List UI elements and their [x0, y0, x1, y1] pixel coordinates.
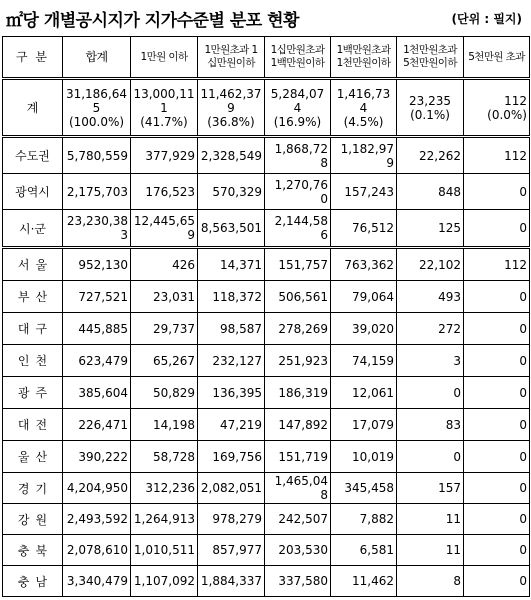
cell-value: 5,284,074: [270, 86, 325, 115]
table-cell: 1,868,728: [265, 137, 331, 174]
city-row: [3, 504, 530, 535]
city-row: [3, 345, 530, 377]
table-cell: 278,269: [265, 313, 331, 345]
table-cell: 11: [397, 504, 464, 535]
table-cell: 3,340,479: [63, 566, 131, 597]
region-row: [3, 210, 530, 248]
table-cell: 727,521: [63, 281, 131, 313]
table-cell: 0: [464, 210, 530, 248]
table-cell: 8: [397, 566, 464, 597]
total-cell: [131, 79, 198, 137]
table-cell: 186,319: [265, 377, 331, 409]
cell-value: 31,186,645: [65, 86, 128, 115]
table-cell: 763,362: [331, 248, 397, 281]
cell-value: 1,416,734: [336, 86, 391, 115]
table-cell: 0: [464, 409, 530, 441]
row-label: 경기: [3, 473, 63, 504]
table-cell: 2,144,586: [265, 210, 331, 248]
table-cell: 0: [464, 566, 530, 597]
cell-percent: (0.1%): [410, 107, 450, 122]
table-cell: 76,512: [331, 210, 397, 248]
city-row: [3, 313, 530, 345]
row-label: 충남: [3, 566, 63, 597]
table-cell: 445,885: [63, 313, 131, 345]
table-cell: 506,561: [265, 281, 331, 313]
table-cell: 377,929: [131, 137, 198, 174]
table-cell: 5,780,559: [63, 137, 131, 174]
table-cell: 0: [464, 473, 530, 504]
region-row: [3, 174, 530, 210]
region-row: [3, 137, 530, 174]
table-cell: 2,328,549: [198, 137, 265, 174]
table-cell: 6,581: [331, 535, 397, 566]
table-cell: 11: [397, 535, 464, 566]
table-cell: 272: [397, 313, 464, 345]
cell-value: 112: [504, 93, 527, 108]
row-label: 광주: [3, 377, 63, 409]
total-cell: [198, 79, 265, 137]
table-cell: 17,079: [331, 409, 397, 441]
table-cell: 1,884,337: [198, 566, 265, 597]
table-cell: 390,222: [63, 441, 131, 473]
table-cell: 4,204,950: [63, 473, 131, 504]
table-cell: 0: [464, 174, 530, 210]
table-cell: 98,587: [198, 313, 265, 345]
column-header: 1십만원초과 1백만원이하: [265, 37, 331, 79]
table-cell: 2,082,051: [198, 473, 265, 504]
table-cell: 251,923: [265, 345, 331, 377]
cell-value: 23,235: [409, 93, 451, 108]
table-cell: 570,329: [198, 174, 265, 210]
table-cell: 79,064: [331, 281, 397, 313]
total-cell: [265, 79, 331, 137]
table-cell: 1,270,760: [265, 174, 331, 210]
total-row: [3, 79, 530, 137]
table-cell: 157: [397, 473, 464, 504]
row-label: 대구: [3, 313, 63, 345]
table-cell: 65,267: [131, 345, 198, 377]
table-cell: 0: [464, 377, 530, 409]
city-row: [3, 535, 530, 566]
row-label: 대전: [3, 409, 63, 441]
city-row: [3, 409, 530, 441]
column-header: 5천만원 초과: [464, 37, 530, 79]
table-cell: 14,371: [198, 248, 265, 281]
cell-percent: (16.9%): [273, 114, 322, 129]
table-cell: 1,010,511: [131, 535, 198, 566]
cell-percent: (41.7%): [140, 114, 188, 129]
row-label: 부산: [3, 281, 63, 313]
table-cell: 23,031: [131, 281, 198, 313]
table-cell: 112: [464, 248, 530, 281]
table-cell: 0: [397, 377, 464, 409]
city-row: [3, 441, 530, 473]
table-cell: 0: [464, 441, 530, 473]
table-cell: 978,279: [198, 504, 265, 535]
total-cell: [63, 79, 131, 137]
city-row: [3, 248, 530, 281]
table-cell: 136,395: [198, 377, 265, 409]
total-cell: [331, 79, 397, 137]
table-cell: 0: [464, 281, 530, 313]
land-price-distribution-table: [2, 36, 530, 597]
column-header: 1천만원초과 5천만원이하: [397, 37, 464, 79]
table-cell: 2,493,592: [63, 504, 131, 535]
table-cell: 857,977: [198, 535, 265, 566]
table-cell: 83: [397, 409, 464, 441]
row-label: 수도권: [3, 137, 63, 174]
table-cell: 3: [397, 345, 464, 377]
table-cell: 848: [397, 174, 464, 210]
total-cell: [464, 79, 530, 137]
table-cell: 74,159: [331, 345, 397, 377]
row-label: 계: [3, 79, 63, 137]
table-cell: 1,465,048: [265, 473, 331, 504]
table-cell: 29,737: [131, 313, 198, 345]
table-cell: 176,523: [131, 174, 198, 210]
table-cell: 118,372: [198, 281, 265, 313]
row-label: 강원: [3, 504, 63, 535]
row-label: 시·군: [3, 210, 63, 248]
table-cell: 8,563,501: [198, 210, 265, 248]
table-cell: 226,471: [63, 409, 131, 441]
table-cell: 0: [464, 504, 530, 535]
table-cell: 11,462: [331, 566, 397, 597]
table-cell: 12,061: [331, 377, 397, 409]
table-cell: 1,107,092: [131, 566, 198, 597]
cell-value: 13,000,111: [133, 86, 195, 115]
table-cell: 151,719: [265, 441, 331, 473]
column-header: 합계: [63, 37, 131, 79]
cell-percent: (100.0%): [68, 114, 125, 129]
page-title: ㎡당 개별공시지가 지가수준별 분포 현황: [6, 11, 299, 31]
city-row: [3, 281, 530, 313]
table-cell: 0: [464, 313, 530, 345]
table-cell: 22,102: [397, 248, 464, 281]
table-cell: 0: [397, 441, 464, 473]
table-cell: 10,019: [331, 441, 397, 473]
table-cell: 22,262: [397, 137, 464, 174]
table-cell: 50,829: [131, 377, 198, 409]
table-cell: 2,175,703: [63, 174, 131, 210]
table-cell: 12,445,659: [131, 210, 198, 248]
table-cell: 242,507: [265, 504, 331, 535]
table-cell: 23,230,383: [63, 210, 131, 248]
row-label: 충북: [3, 535, 63, 566]
table-cell: 58,728: [131, 441, 198, 473]
table-cell: 157,243: [331, 174, 397, 210]
table-cell: 0: [464, 345, 530, 377]
table-cell: 0: [464, 535, 530, 566]
table-cell: 232,127: [198, 345, 265, 377]
column-header: 1만원 이하: [131, 37, 198, 79]
cell-percent: (36.8%): [207, 114, 255, 129]
table-cell: 493: [397, 281, 464, 313]
table-cell: 169,756: [198, 441, 265, 473]
table-cell: 47,219: [198, 409, 265, 441]
city-row: [3, 566, 530, 597]
city-row: [3, 473, 530, 504]
table-cell: 1,264,913: [131, 504, 198, 535]
header: [6, 4, 526, 34]
table-cell: 14,198: [131, 409, 198, 441]
row-label: 울산: [3, 441, 63, 473]
table-cell: 112: [464, 137, 530, 174]
row-label: 광역시: [3, 174, 63, 210]
column-header: 구 분: [3, 37, 63, 79]
table-cell: 147,892: [265, 409, 331, 441]
city-row: [3, 377, 530, 409]
row-label: 서울: [3, 248, 63, 281]
table-cell: 426: [131, 248, 198, 281]
table-cell: 39,020: [331, 313, 397, 345]
column-header: 1만원초과 1십만원이하: [198, 37, 265, 79]
cell-percent: (0.0%): [487, 107, 527, 122]
total-cell: [397, 79, 464, 137]
table-cell: 203,530: [265, 535, 331, 566]
table-header-row: [3, 37, 530, 79]
table-cell: 1,182,979: [331, 137, 397, 174]
table-cell: 623,479: [63, 345, 131, 377]
column-header: 1백만원초과 1천만원이하: [331, 37, 397, 79]
unit-label: (단위 : 필지): [451, 12, 522, 26]
table-cell: 125: [397, 210, 464, 248]
table-cell: 337,580: [265, 566, 331, 597]
table-cell: 312,236: [131, 473, 198, 504]
table-cell: 952,130: [63, 248, 131, 281]
table-cell: 385,604: [63, 377, 131, 409]
table-cell: 345,458: [331, 473, 397, 504]
table-cell: 7,882: [331, 504, 397, 535]
table-cell: 151,757: [265, 248, 331, 281]
table-cell: 2,078,610: [63, 535, 131, 566]
cell-value: 11,462,379: [200, 86, 262, 115]
cell-percent: (4.5%): [343, 114, 384, 129]
row-label: 인천: [3, 345, 63, 377]
